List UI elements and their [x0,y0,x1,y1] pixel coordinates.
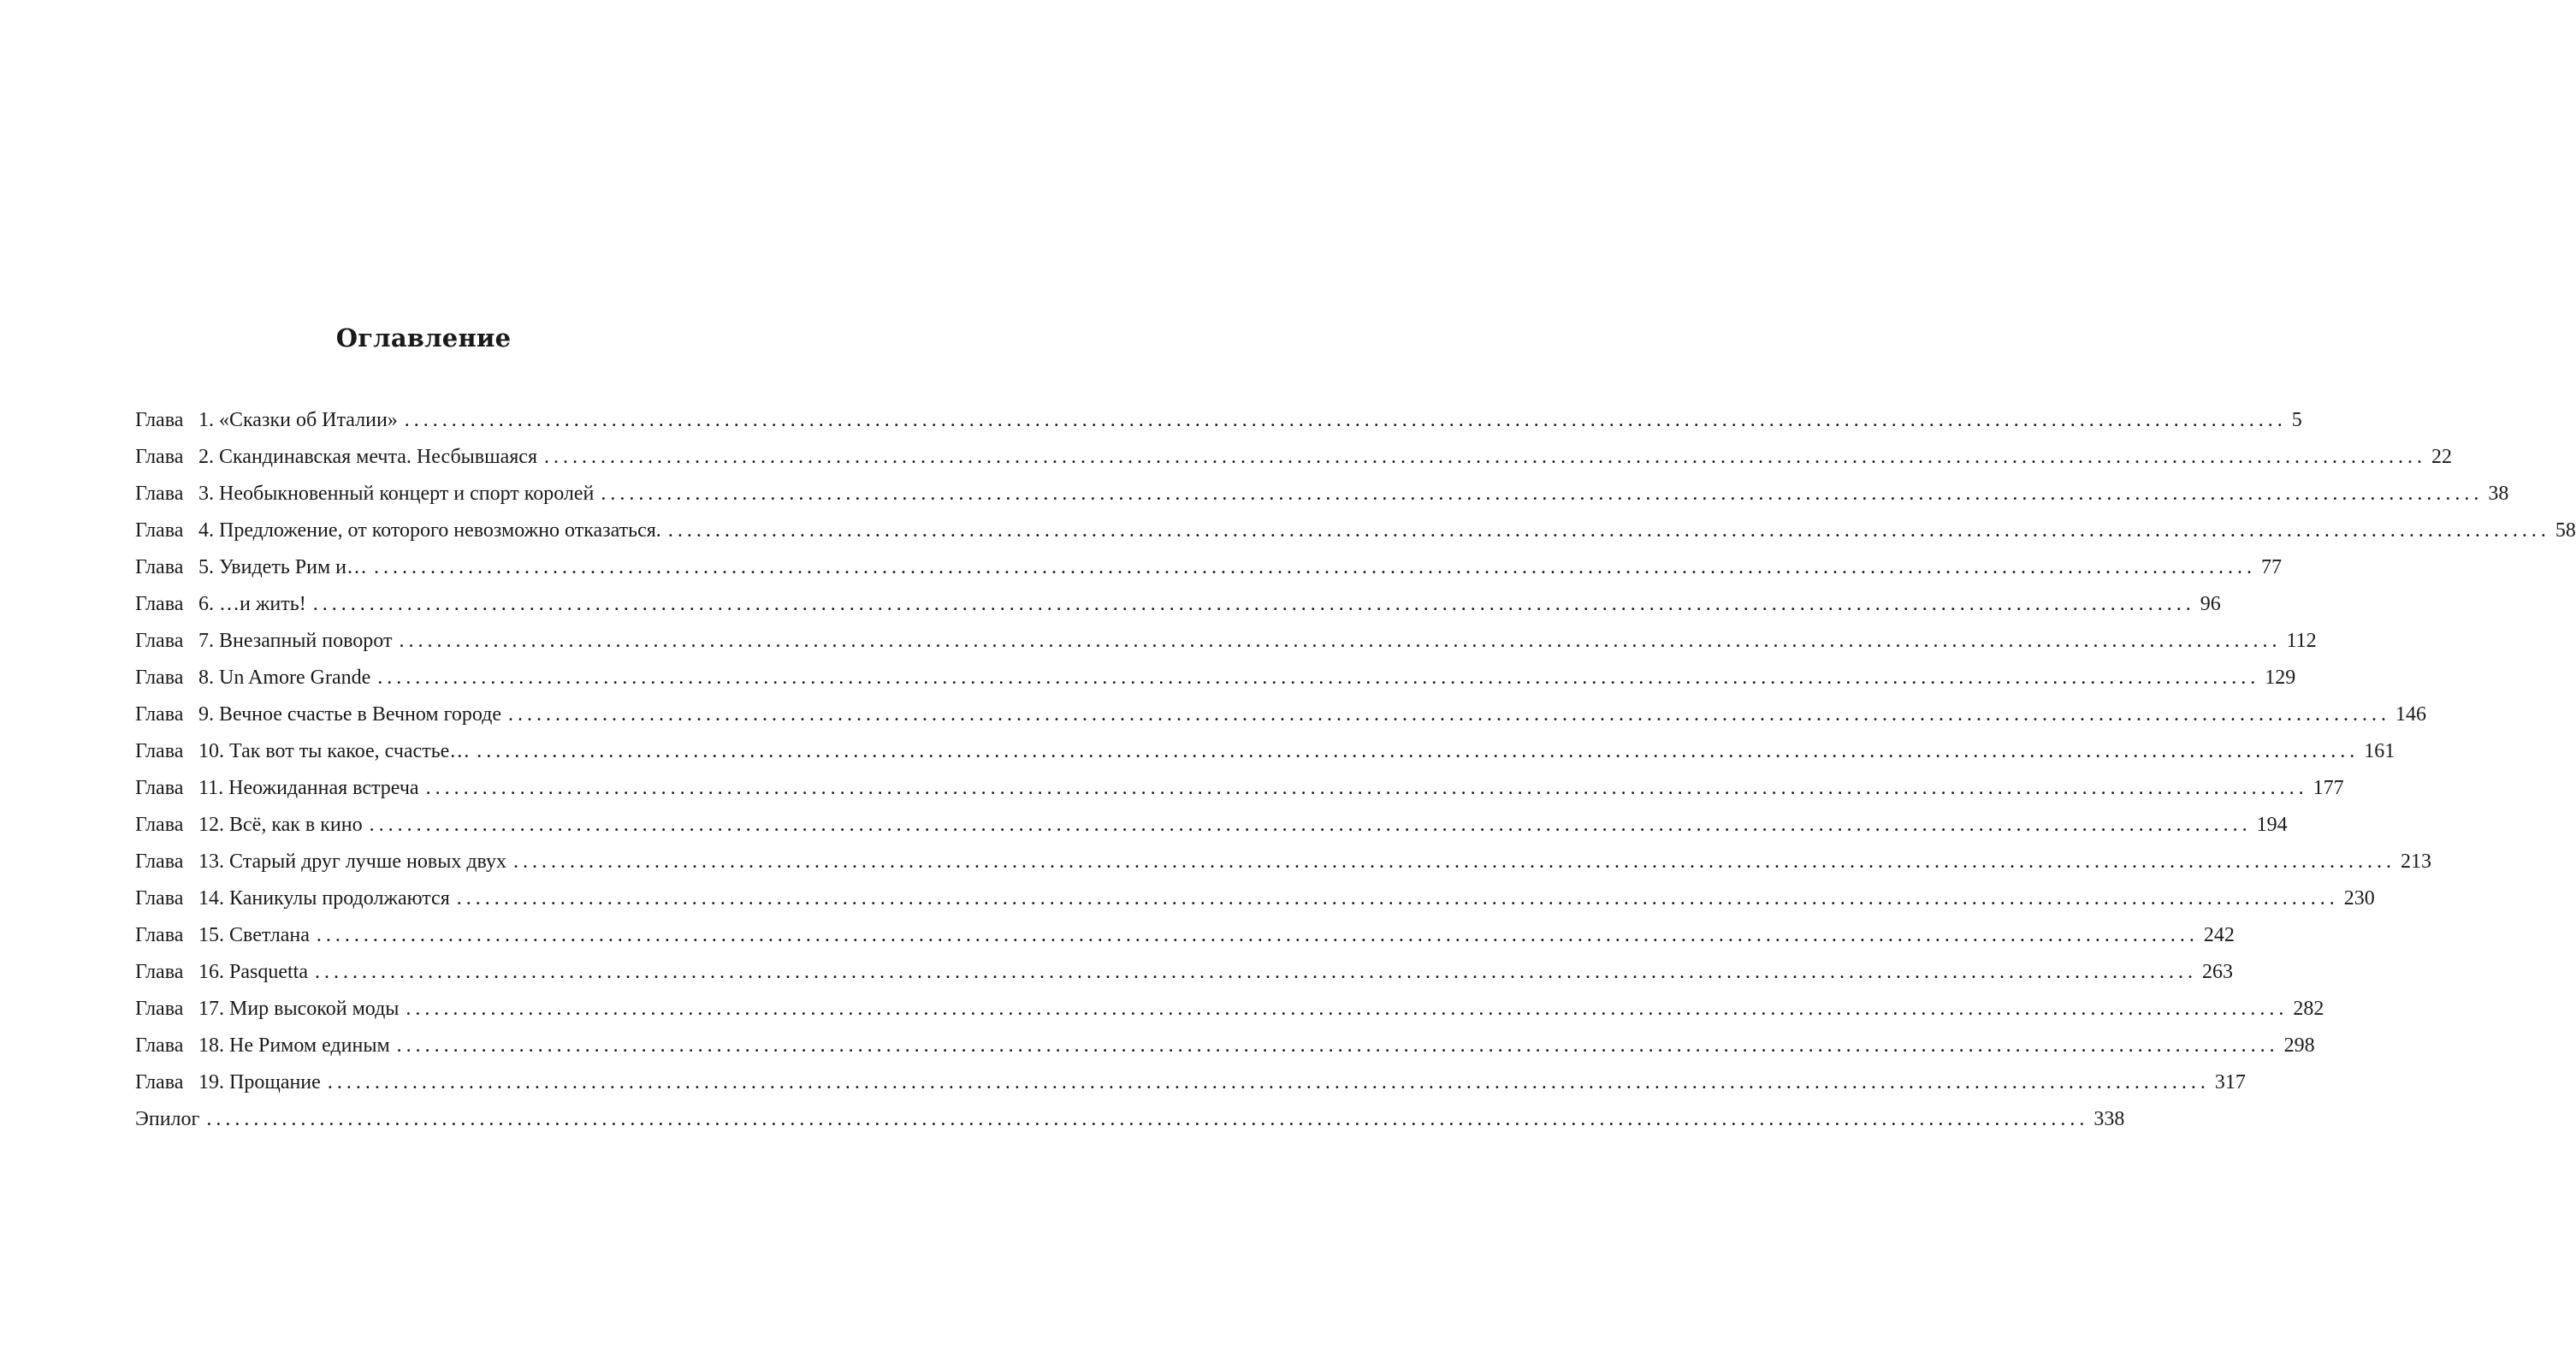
toc-entry-number: 9. [198,703,214,726]
toc-entry [135,844,2432,880]
toc-dot-leader: ........................................................................................................................................................................................................ [316,924,2199,946]
toc-entry-number: 14. [198,887,224,910]
toc-entry-prefix: Глава [135,777,184,799]
toc-entry-title: …и жить! [219,593,306,615]
toc-dot-leader: ........................................................................................................................................................................................................ [406,998,2289,1020]
toc-dot-leader: ........................................................................................................................................................................................................ [312,593,2195,615]
toc-entry-prefix: Глава [135,1071,184,1093]
toc-entry [135,549,2282,586]
toc-entry [135,513,2576,549]
toc-dot-leader: ........................................................................................................................................................................................................ [513,850,2396,873]
toc-entry [135,623,2317,660]
toc-entry-title: Каникулы продолжаются [229,887,450,910]
toc-entry-number: 18. [198,1034,224,1057]
toc-entry [135,476,2509,513]
toc-entry-title: Эпилог [135,1108,200,1130]
toc-entry-title: Прощание [229,1071,321,1093]
toc-entry-prefix: Глава [135,887,184,910]
toc-entry [135,917,2235,954]
toc-entry-number: 5. [198,556,214,578]
toc-entry-title: Pasquetta [229,961,308,983]
toc-entry-page-number: 146 [2395,703,2427,726]
toc-entry-page-number: 38 [2488,483,2509,505]
toc-entry-title: Внезапный поворот [219,630,393,652]
toc-entry-page-number: 129 [2265,667,2296,689]
toc-dot-leader: ........................................................................................................................................................................................................ [377,667,2260,689]
toc-entry [135,439,2452,476]
toc-entry-prefix: Глава [135,409,184,431]
toc-entry [135,1101,2125,1138]
toc-entry-prefix: Глава [135,446,184,468]
toc-entry [135,880,2375,917]
toc-entry-prefix: Глава [135,483,184,505]
toc-entry-title: Мир высокой моды [229,998,400,1020]
toc-dot-leader: ........................................................................................................................................................................................................ [456,887,2339,910]
toc-entry-title: Неожиданная встреча [228,777,419,799]
toc-entry-page-number: 77 [2260,556,2282,578]
toc-entry-page-number: 177 [2312,777,2344,799]
toc-entry [135,1028,2315,1064]
toc-entry-prefix: Глава [135,1034,184,1057]
toc-dot-leader: ........................................................................................................................................................................................................ [399,630,2282,652]
toc-entry-prefix: Глава [135,924,184,946]
toc-entry-number: 13. [198,850,224,873]
toc-entry-number: 6. [198,593,214,615]
toc-entry-title: Не Римом единым [229,1034,390,1057]
toc-entry-title: Скандинавская мечта. Несбывшаяся [219,446,537,468]
toc-entry-number: 15. [198,924,224,946]
toc-entry-prefix: Глава [135,593,184,615]
toc-entry-title: Старый друг лучше новых двух [229,850,507,873]
toc-entry [135,991,2324,1028]
toc-entry-prefix: Глава [135,519,184,542]
toc-entry-number: 8. [198,667,214,689]
toc-entry-page-number: 263 [2201,961,2233,983]
toc-entry [135,954,2233,991]
toc-dot-leader: ........................................................................................................................................................................................................ [314,961,2197,983]
toc-entry-prefix: Глава [135,850,184,873]
toc-dot-leader: ........................................................................................................................................................................................................ [667,519,2550,542]
toc-entry-page-number: 230 [2343,887,2375,910]
toc-entry-title: Всё, как в кино [229,814,363,836]
toc-entry-page-number: 112 [2286,630,2317,652]
toc-entry-number: 11. [198,777,224,799]
toc-entry-page-number: 282 [2293,998,2324,1020]
toc-entry [135,586,2221,623]
toc-dot-leader: ........................................................................................................................................................................................................ [396,1034,2279,1057]
toc-entry-prefix: Глава [135,703,184,726]
toc-entry-number: 7. [198,630,214,652]
toc-entry-page-number: 242 [2203,924,2235,946]
toc-entry-page-number: 338 [2093,1108,2125,1130]
toc-entry-page-number: 213 [2401,850,2432,873]
toc-entry-page-number: 22 [2431,446,2452,468]
toc-entry-number: 1. [198,409,214,431]
toc-entry-title: «Сказки об Италии» [219,409,398,431]
toc-entry-prefix: Глава [135,630,184,652]
toc-dot-leader: ........................................................................................................................................................................................................ [425,777,2308,799]
toc-entry [135,1064,2246,1101]
toc-entry-prefix: Глава [135,667,184,689]
toc-entry-number: 10. [198,740,224,762]
toc-entry-number: 12. [198,814,224,836]
toc-entry-title: Необыкновенный концерт и спорт королей [219,483,595,505]
toc-entry [135,770,2344,807]
toc-dot-leader: ........................................................................................................................................................................................................ [206,1108,2089,1130]
toc-entry-title: Un Amore Grande [219,667,371,689]
toc-entry-number: 19. [198,1071,224,1093]
toc-entry [135,402,2302,439]
toc-entry-number: 17. [198,998,224,1020]
table-of-contents [135,402,2576,1138]
toc-dot-leader: ........................................................................................................................................................................................................ [404,409,2287,431]
toc-entry-prefix: Глава [135,998,184,1020]
toc-dot-leader: ........................................................................................................................................................................................................ [373,556,2256,578]
toc-dot-leader: ........................................................................................................................................................................................................ [508,703,2391,726]
toc-entry [135,733,2395,770]
toc-entry-page-number: 96 [2200,593,2221,615]
toc-dot-leader: ........................................................................................................................................................................................................ [544,446,2426,468]
toc-dot-leader: ........................................................................................................................................................................................................ [327,1071,2210,1093]
toc-dot-leader: ........................................................................................................................................................................................................ [601,483,2484,505]
toc-entry-page-number: 298 [2283,1034,2315,1057]
toc-entry-prefix: Глава [135,556,184,578]
toc-entry-page-number: 58 [2555,519,2576,542]
toc-entry-title: Увидеть Рим и… [219,556,367,578]
toc-entry [135,696,2427,733]
toc-dot-leader: ........................................................................................................................................................................................................ [477,740,2360,762]
page-title: Оглавление [335,323,512,353]
toc-entry-page-number: 317 [2214,1071,2246,1093]
toc-dot-leader: ........................................................................................................................................................................................................ [369,814,2252,836]
toc-entry [135,807,2288,844]
toc-entry-number: 16. [198,961,224,983]
toc-entry-page-number: 194 [2256,814,2288,836]
toc-entry-prefix: Глава [135,814,184,836]
toc-entry-title: Предложение, от которого невозможно отказаться. [219,519,661,542]
toc-entry-title: Светлана [229,924,310,946]
toc-entry-title: Так вот ты какое, счастье… [229,740,471,762]
toc-entry-prefix: Глава [135,961,184,983]
toc-entry-number: 3. [198,483,214,505]
toc-entry-prefix: Глава [135,740,184,762]
toc-entry-page-number: 161 [2364,740,2395,762]
toc-entry [135,660,2296,696]
toc-entry-title: Вечное счастье в Вечном городе [219,703,502,726]
toc-entry-number: 2. [198,446,214,468]
toc-entry-page-number: 5 [2291,409,2302,431]
toc-entry-number: 4. [198,519,214,542]
